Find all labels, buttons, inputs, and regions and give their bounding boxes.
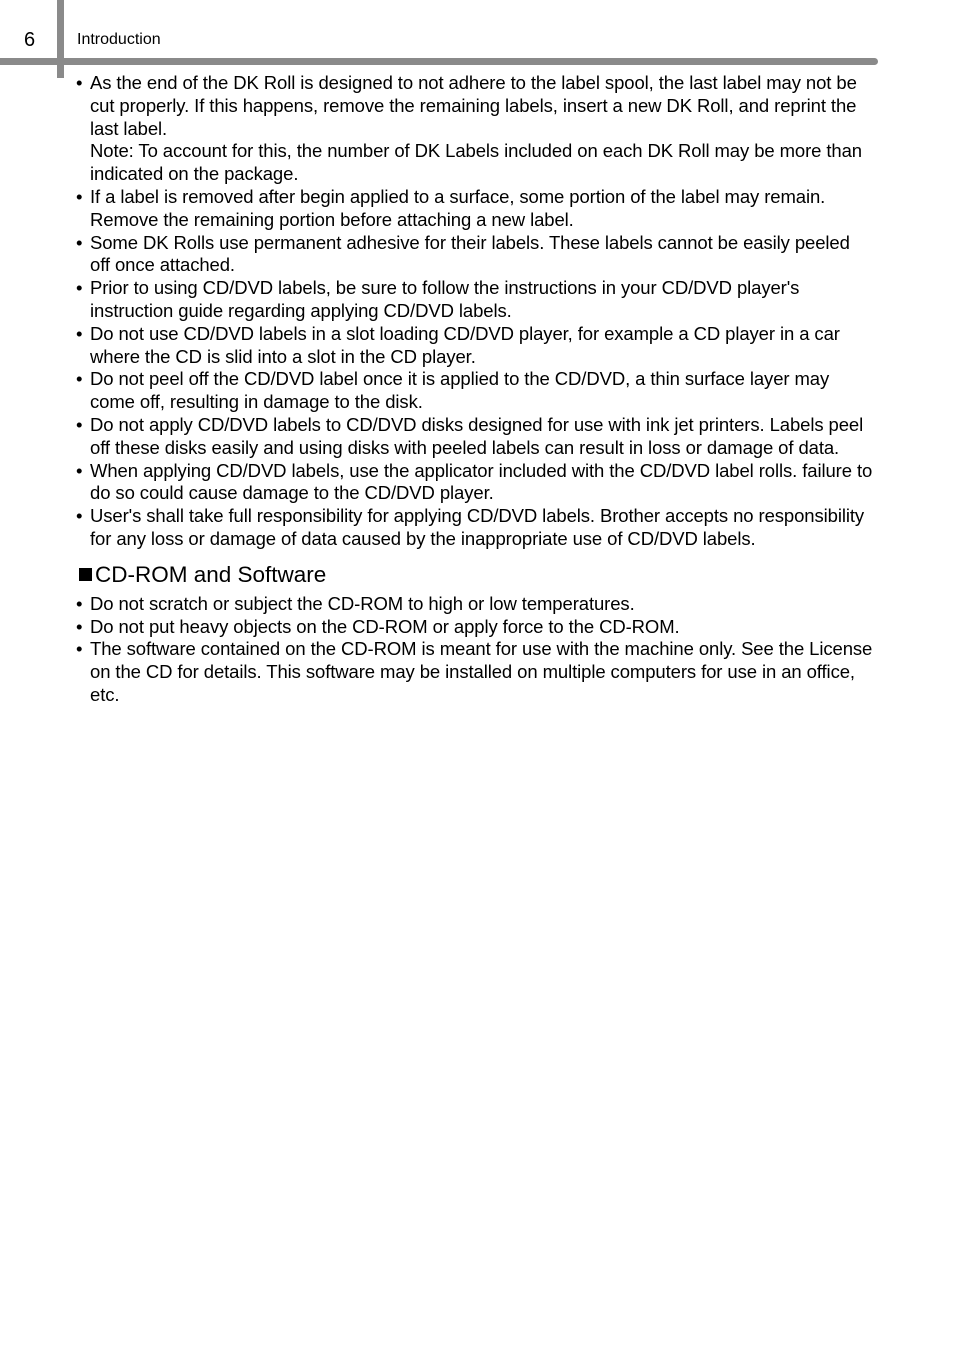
list-item xyxy=(74,460,874,506)
precautions-list xyxy=(74,72,874,551)
list-item-text: Do not peel off the CD/DVD label once it is applied to the CD/DVD, a thin surface layer may come off, resulting in damage to the disk. xyxy=(90,368,830,413)
list-item-text: User's shall take full responsibility for applying CD/DVD labels. Brother accepts no responsibility for any loss or damage of data caused by the inappropriate use of CD/DVD labels. xyxy=(90,505,865,549)
list-item xyxy=(74,593,874,616)
vertical-rule xyxy=(57,0,64,78)
list-item-text: Do not use CD/DVD labels in a slot loading CD/DVD player, for example a CD player in a car where the CD is slid into a slot in the CD player. xyxy=(90,322,840,367)
section-heading-text: CD-ROM and Software xyxy=(95,561,327,587)
horizontal-rule xyxy=(0,58,878,65)
list-item xyxy=(74,323,874,369)
list-item-text: The software contained on the CD-ROM is meant for use with the machine only. See the License on the CD for details. This software may be installed on multiple computers for use in an office, etc. xyxy=(90,638,873,705)
list-item xyxy=(74,72,874,186)
bullet-icon: • xyxy=(76,368,83,390)
list-item xyxy=(74,277,874,323)
section-label: Introduction xyxy=(77,31,161,48)
list-item-text: Prior to using CD/DVD labels, be sure to follow the instructions in your CD/DVD player's instruction guide regarding applying CD/DVD labels. xyxy=(90,277,800,321)
bullet-icon: • xyxy=(76,459,83,481)
list-item-text: If a label is removed after begin applied to a surface, some portion of the label may remain. Remove the remaining portion before attaching a new label. xyxy=(90,185,826,230)
list-item-text: Do not apply CD/DVD labels to CD/DVD disks designed for use with ink jet printers. Labels peel off these disks easily and using disks with peeled labels can result in loss or damage of data. xyxy=(90,413,864,458)
bullet-icon: • xyxy=(76,72,83,93)
list-item xyxy=(74,616,874,639)
list-item-note: Note: To account for this, the number of DK Labels included on each DK Roll may be more than indicated on the package. xyxy=(90,140,863,185)
section-heading-cdrom xyxy=(74,561,874,589)
bullet-icon: • xyxy=(76,322,83,344)
bullet-icon: • xyxy=(76,185,83,207)
list-item xyxy=(74,368,874,414)
bullet-icon: • xyxy=(76,231,83,253)
bullet-icon: • xyxy=(76,277,83,299)
bullet-icon: • xyxy=(76,505,83,527)
bullet-icon: • xyxy=(76,638,83,660)
list-item xyxy=(74,638,874,706)
list-item xyxy=(74,505,874,551)
list-item-text: Some DK Rolls use permanent adhesive for their labels. These labels cannot be easily peeled off once attached. xyxy=(90,231,850,276)
list-item xyxy=(74,232,874,278)
bullet-icon: • xyxy=(76,413,83,435)
list-item xyxy=(74,414,874,460)
list-item-text: As the end of the DK Roll is designed to not adhere to the label spool, the last label may not be cut properly. If this happens, remove the remaining labels, insert a new DK Roll, and reprint the last label. xyxy=(90,72,857,139)
page-number: 6 xyxy=(24,29,36,51)
cdrom-list xyxy=(74,593,874,707)
square-bullet-icon xyxy=(79,568,92,581)
list-item-text: When applying CD/DVD labels, use the applicator included with the CD/DVD label rolls. failure to do so could cause damage to the CD/DVD player. xyxy=(90,459,873,504)
list-item-text: Do not scratch or subject the CD-ROM to high or low temperatures. xyxy=(90,592,635,614)
list-item-text: Do not put heavy objects on the CD-ROM or apply force to the CD-ROM. xyxy=(90,615,680,637)
list-item xyxy=(74,186,874,232)
bullet-icon: • xyxy=(76,592,83,614)
bullet-icon: • xyxy=(76,615,83,637)
page-content xyxy=(74,72,874,707)
